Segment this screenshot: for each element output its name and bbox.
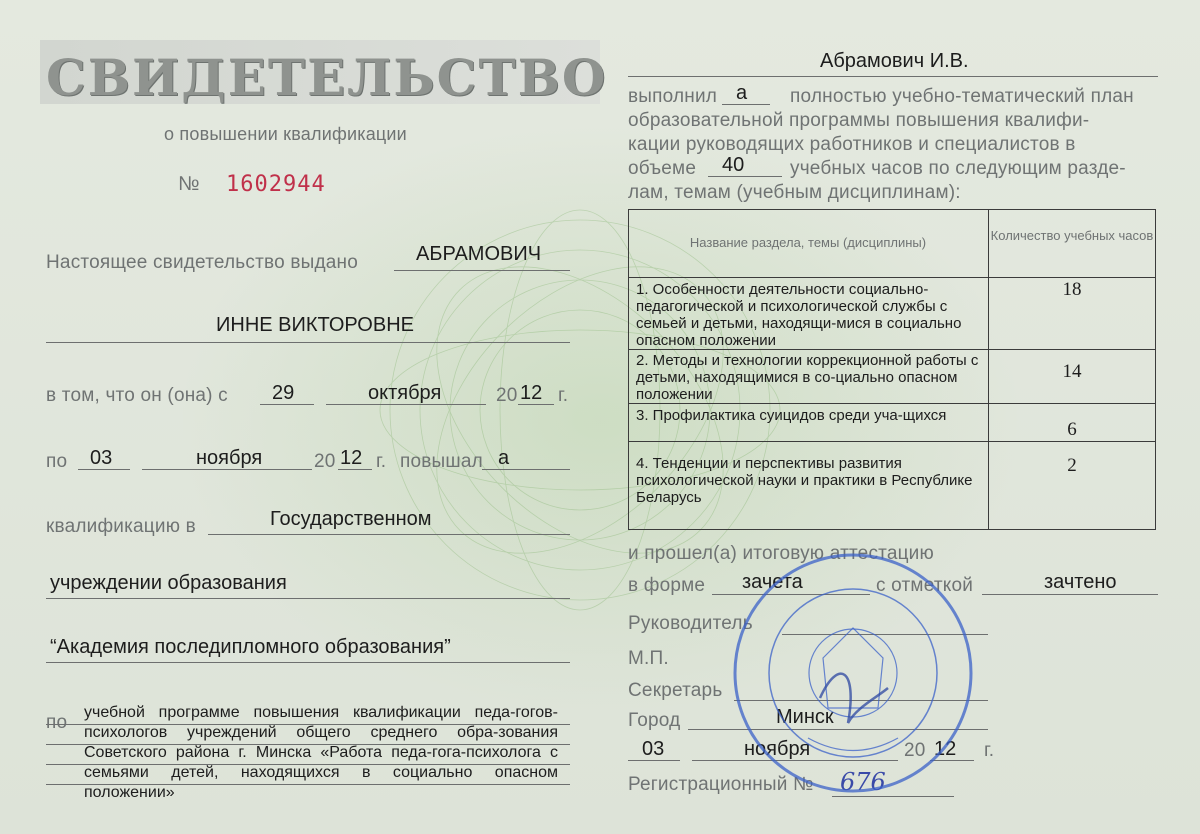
head-label: Руководитель xyxy=(628,613,753,634)
to-year-suffix: г. xyxy=(376,451,387,472)
table-row-4-hours: 2 xyxy=(1067,455,1077,476)
date-day: 03 xyxy=(642,738,665,760)
date-year-prefix: 20 xyxy=(904,740,926,761)
qualification-label: квалификацию в xyxy=(46,516,196,537)
table-row-2-name: 2. Методы и технологии коррекционной работы с детьми, находящимися в со-циально опасном положении xyxy=(636,352,979,403)
plan-text-1: полностью учебно-тематический план xyxy=(790,86,1134,107)
table-row-3-hours: 6 xyxy=(1067,419,1077,440)
institution-line-2: учреждении образования xyxy=(50,572,287,594)
program-label: по xyxy=(46,712,68,733)
completed-prefix: выполнил xyxy=(628,86,718,107)
table-row-3-name: 3. Профилактика суицидов среди уча-щихся xyxy=(636,407,947,424)
mark-value: зачтено xyxy=(1044,571,1117,593)
hours-total: 40 xyxy=(722,154,745,176)
from-day: 29 xyxy=(272,382,295,404)
date-month: ноября xyxy=(744,738,811,760)
from-label: в том, что он (она) с xyxy=(46,385,228,406)
to-year-prefix: 20 xyxy=(314,451,336,472)
city-value: Минск xyxy=(776,706,834,728)
plan-text-5: лам, темам (учебным дисциплинам): xyxy=(628,182,961,203)
form-label: в форме xyxy=(628,575,706,596)
from-month: октября xyxy=(368,382,442,404)
certificate-number: 1602944 xyxy=(226,172,326,197)
to-label: по xyxy=(46,451,68,472)
date-suffix: г. xyxy=(984,740,995,761)
mark-label: с отметкой xyxy=(876,575,974,596)
issued-label: Настоящее свидетельство выдано xyxy=(46,252,358,273)
to-month: ноября xyxy=(196,447,263,469)
official-stamp xyxy=(728,548,978,798)
raised-label: повышал xyxy=(400,451,483,472)
volume-prefix: объеме xyxy=(628,158,697,179)
plan-text-2: образовательной программы повышения квалифи- xyxy=(628,110,1090,131)
table-row-1-name: 1. Особенности деятельности социально-педагогической и психологической службы с семьей и детьми, находящи-мися в социально опасном положении xyxy=(636,281,962,349)
table-row-2-hours: 14 xyxy=(1062,361,1082,382)
attestation-label: и прошел(а) итоговую аттестацию xyxy=(628,543,934,564)
seal-label: М.П. xyxy=(628,648,669,669)
form-value: зачета xyxy=(742,571,803,593)
reg-value: 676 xyxy=(840,768,886,796)
from-year-suffix: г. xyxy=(558,385,569,406)
secretary-label: Секретарь xyxy=(628,680,723,701)
document-title: СВИДЕТЕЛЬСТВО xyxy=(46,48,608,107)
table-header-hours: Количество учебных часов xyxy=(990,228,1154,243)
from-year-prefix: 20 xyxy=(496,385,518,406)
recipient-surname: АБРАМОВИЧ xyxy=(416,243,542,265)
recipient-name-short: Абрамович И.В. xyxy=(820,50,969,72)
institution-line-3: “Академия последипломного образования” xyxy=(50,636,451,658)
city-label: Город xyxy=(628,710,681,731)
institution-line-1: Государственном xyxy=(270,508,432,530)
table-header-name: Название раздела, темы (дисциплины) xyxy=(689,235,927,250)
plan-text-3: кации руководящих работников и специалистов в xyxy=(628,134,1076,155)
topics-table xyxy=(628,209,1156,529)
to-day: 03 xyxy=(90,447,113,469)
date-year: 12 xyxy=(934,738,957,760)
number-sign: № xyxy=(178,173,200,195)
table-row-4-name: 4. Тенденции и перспективы развития психологической науки и практики в Республике Беларусь xyxy=(636,455,973,506)
from-year: 12 xyxy=(520,382,543,404)
to-year: 12 xyxy=(340,447,363,469)
reg-label: Регистрационный № xyxy=(628,774,814,795)
document-subtitle: о повышении квалификации xyxy=(164,124,407,144)
volume-suffix: учебных часов по следующим разде- xyxy=(790,158,1126,179)
table-row-1-hours: 18 xyxy=(1062,279,1082,300)
recipient-given-names: ИННЕ ВИКТОРОВНЕ xyxy=(216,314,414,336)
completed-suffix: а xyxy=(736,82,748,104)
raised-suffix: а xyxy=(498,447,510,469)
program-text: учебной программе повышения квалификации педа-гогов-психологов учреждений общего среднего обра-зования Советского района г. Минска «Работа педа-гога-психолога с семьями детей, находящихся в социально опасном положении» xyxy=(84,704,558,801)
